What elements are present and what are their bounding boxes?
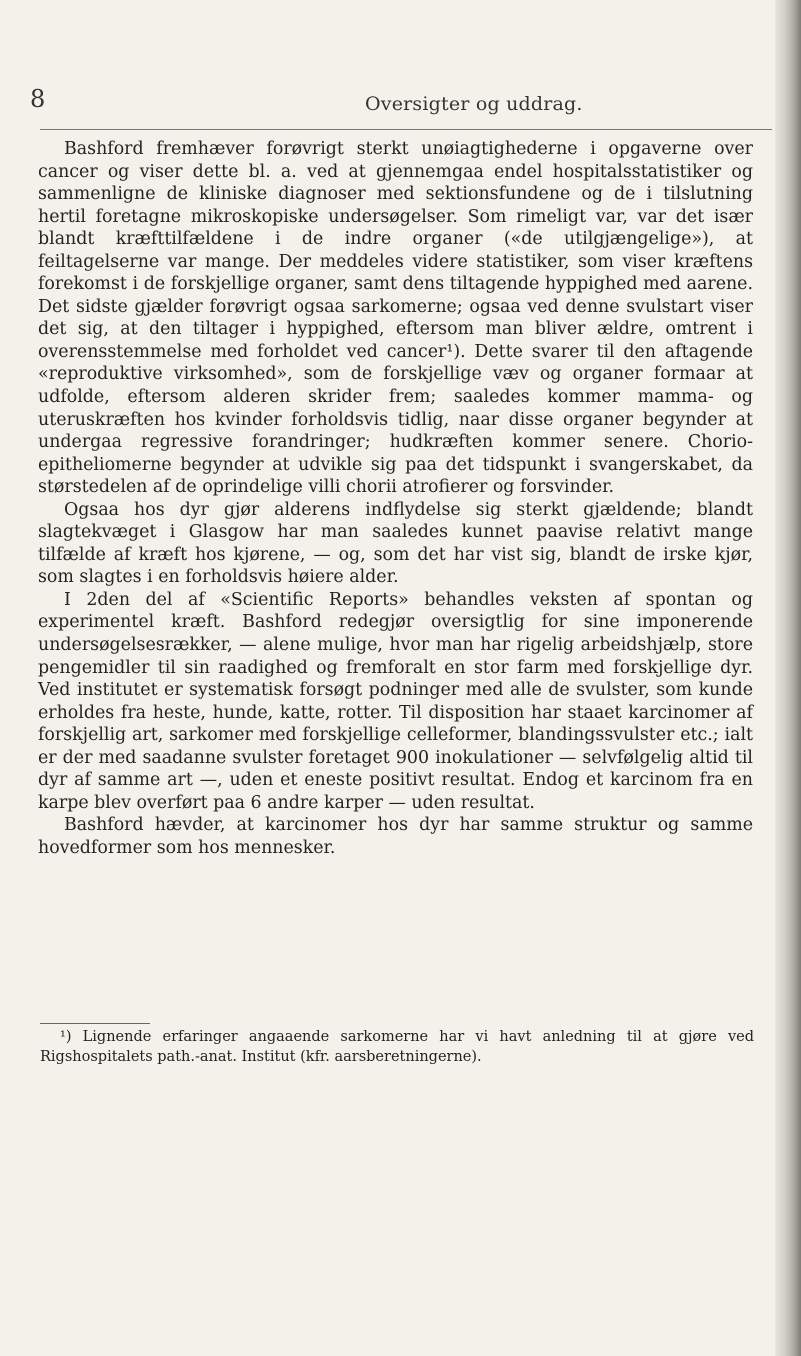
paragraph: I 2den del af «Scientific Reports» behandles veksten af spontan og experimentel kræft. Bashford redegjør oversigtlig for sine imponerende undersøgelsesrækker, — alene mulige, hvor man har rigelig arbeidshjælp, store pengemidler til sin raadighed og fremforalt en stor farm med forskjellige dyr. Ved institutet er systematisk forsøgt podninger med alle de svulster, som kunde erholdes fra heste, hunde, katte, rotter. Til disposition har staaet karcinomer af forskjellig art, sarkomer med forskjellige celleformer, blandingssvulster etc.; ialt er der med saadanne svulster foretaget 900 inokulationer — selvfølgelig altid til dyr af samme art —, uden et eneste positivt resultat. Endog et karcinom fra en karpe blev overført paa 6 andre karper — uden resultat.: [38, 589, 753, 813]
paragraph: Bashford hævder, at karcinomer hos dyr har samme struktur og samme hovedformer som hos mennesker.: [38, 815, 753, 858]
page-number: 8: [30, 85, 46, 113]
paragraph: Bashford fremhæver forøvrigt sterkt unøiagtighederne i opgaverne over cancer og viser dette bl. a. ved at gjennemgaa endel hospitalsstatistiker og sammenligne de kliniske diagnoser med sektionsfundene og de i tilslutning hertil foretagne mikroskopiske undersøgelser. Som rimeligt var, var det især blandt kræfttilfældene i de indre organer («de utilgjængelige»), at feiltagelserne var mange. Der meddeles videre statistiker, som viser kræftens forekomst i de forskjellige organer, samt dens tiltagende hyppighed med aarene. Det sidste gjælder forøvrigt ogsaa sarkomerne; ogsaa ved denne svulstart viser det sig, at den tiltager i hyppighed, eftersom man bliver ældre, omtrent i overensstemmelse med forholdet ved cancer¹). Dette svarer til den aftagende «reproduktive virksomhed», som de forskjellige væv og organer formaar at udfolde, eftersom alderen skrider frem; saaledes kommer mamma- og uteruskræften hos kvinder forholdsvis tidlig, naar disse organer begynder at undergaa regressive forandringer; hudkræften kommer senere. Chorio-epitheliomerne begynder at udvikle sig paa det tidspunkt i svangerskabet, da størstedelen af de oprindelige villi chorii atrofierer og forsvinder.: [38, 139, 753, 498]
page-header: [30, 85, 750, 125]
paragraph: Ogsaa hos dyr gjør alderens indflydelse sig sterkt gjældende; blandt slagtekvæget i Glasgow har man saaledes kunnet paavise relativt mange tilfælde af kræft hos kjørene, — og, som det har vist sig, blandt de irske kjør, som slagtes i en forholdsvis høiere alder.: [38, 499, 753, 588]
footnote: ¹) Lignende erfaringer angaaende sarkomerne har vi havt anledning til at gjøre ved Rigshospitalets path.-anat. Institut (kfr. aarsberetningerne).: [40, 1029, 754, 1065]
footnote-rule: [40, 1023, 150, 1024]
running-title: Oversigter og uddrag.: [365, 93, 583, 115]
body-text: [38, 138, 753, 860]
header-rule: [40, 129, 772, 130]
page-edge-shadow: [775, 0, 801, 1356]
